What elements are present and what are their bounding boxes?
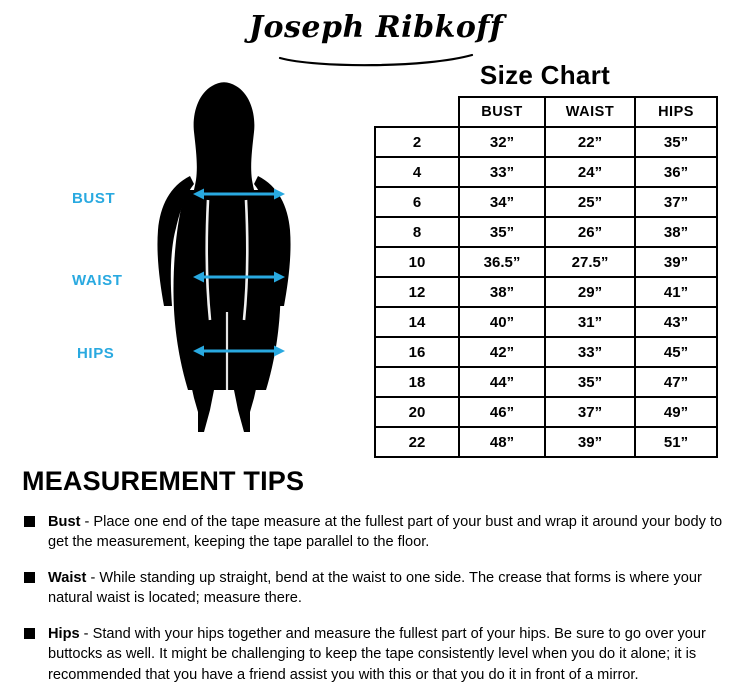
cell-bust: 46” bbox=[459, 397, 545, 427]
column-header-bust: BUST bbox=[459, 97, 545, 127]
cell-hips: 38” bbox=[635, 217, 717, 247]
label-bust: BUST bbox=[72, 190, 116, 207]
cell-bust: 38” bbox=[459, 277, 545, 307]
table-row bbox=[375, 217, 717, 247]
column-header-hips: HIPS bbox=[635, 97, 717, 127]
table-row bbox=[375, 187, 717, 217]
brand-name: Joseph Ribkoff bbox=[248, 10, 504, 45]
table-row bbox=[375, 307, 717, 337]
table-header-row bbox=[375, 97, 717, 127]
bust-arrow-icon bbox=[193, 187, 285, 201]
cell-size: 6 bbox=[375, 187, 459, 217]
cell-waist: 25” bbox=[545, 187, 635, 217]
hips-arrow-icon bbox=[193, 344, 285, 358]
cell-bust: 42” bbox=[459, 337, 545, 367]
tip-text: - While standing up straight, bend at the waist to one side. The crease that forms is where your natural waist is located; measure there. bbox=[48, 569, 702, 607]
cell-bust: 33” bbox=[459, 157, 545, 187]
waist-arrow-icon bbox=[193, 270, 285, 284]
cell-hips: 41” bbox=[635, 277, 717, 307]
cell-hips: 36” bbox=[635, 157, 717, 187]
cell-bust: 40” bbox=[459, 307, 545, 337]
cell-hips: 51” bbox=[635, 427, 717, 457]
table-row bbox=[375, 367, 717, 397]
cell-size: 10 bbox=[375, 247, 459, 277]
table-row bbox=[375, 427, 717, 457]
table-row bbox=[375, 337, 717, 367]
cell-size: 8 bbox=[375, 217, 459, 247]
cell-waist: 24” bbox=[545, 157, 635, 187]
cell-size: 18 bbox=[375, 367, 459, 397]
tip-text: - Place one end of the tape measure at the fullest part of your bust and wrap it around your body to get the measurement, keeping the tape parallel to the floor. bbox=[48, 513, 723, 551]
cell-bust: 32” bbox=[459, 127, 545, 157]
cell-waist: 33” bbox=[545, 337, 635, 367]
table-row bbox=[375, 397, 717, 427]
cell-hips: 35” bbox=[635, 127, 717, 157]
cell-size: 20 bbox=[375, 397, 459, 427]
brand-logo bbox=[0, 10, 752, 49]
tip-term: Waist bbox=[48, 569, 87, 586]
tip-bust bbox=[22, 512, 734, 553]
column-header-size bbox=[375, 97, 459, 127]
cell-waist: 29” bbox=[545, 277, 635, 307]
cell-bust: 34” bbox=[459, 187, 545, 217]
square-bullet-icon bbox=[24, 628, 35, 639]
cell-size: 14 bbox=[375, 307, 459, 337]
cell-bust: 44” bbox=[459, 367, 545, 397]
square-bullet-icon bbox=[24, 516, 35, 527]
cell-hips: 45” bbox=[635, 337, 717, 367]
label-waist: WAIST bbox=[72, 272, 123, 289]
cell-size: 4 bbox=[375, 157, 459, 187]
table-row bbox=[375, 277, 717, 307]
tip-term: Hips bbox=[48, 625, 80, 642]
cell-bust: 35” bbox=[459, 217, 545, 247]
measurement-tips-section bbox=[22, 466, 734, 696]
square-bullet-icon bbox=[24, 572, 35, 583]
cell-size: 12 bbox=[375, 277, 459, 307]
measurement-tips-title: MEASUREMENT TIPS bbox=[22, 466, 305, 496]
table-row bbox=[375, 127, 717, 157]
cell-size: 16 bbox=[375, 337, 459, 367]
tip-text: - Stand with your hips together and measure the fullest part of your hips. Be sure to go over your buttocks as well. It might be challenging to keep the tape consistently level when you do it alone; it is recommended that you have a friend assist you with this or that you do it in front of a mirror. bbox=[48, 625, 706, 684]
cell-waist: 31” bbox=[545, 307, 635, 337]
cell-size: 2 bbox=[375, 127, 459, 157]
cell-waist: 27.5” bbox=[545, 247, 635, 277]
cell-waist: 26” bbox=[545, 217, 635, 247]
label-hips: HIPS bbox=[77, 345, 115, 362]
cell-hips: 37” bbox=[635, 187, 717, 217]
tip-term: Bust bbox=[48, 513, 81, 530]
cell-hips: 47” bbox=[635, 367, 717, 397]
cell-size: 22 bbox=[375, 427, 459, 457]
table-row bbox=[375, 247, 717, 277]
size-chart-table bbox=[374, 96, 718, 458]
table-row bbox=[375, 157, 717, 187]
cell-waist: 37” bbox=[545, 397, 635, 427]
cell-waist: 22” bbox=[545, 127, 635, 157]
cell-hips: 39” bbox=[635, 247, 717, 277]
cell-waist: 39” bbox=[545, 427, 635, 457]
cell-waist: 35” bbox=[545, 367, 635, 397]
cell-hips: 43” bbox=[635, 307, 717, 337]
cell-bust: 48” bbox=[459, 427, 545, 457]
cell-bust: 36.5” bbox=[459, 247, 545, 277]
size-chart-title: Size Chart bbox=[479, 60, 611, 90]
cell-hips: 49” bbox=[635, 397, 717, 427]
tip-hips bbox=[22, 624, 734, 686]
column-header-waist: WAIST bbox=[545, 97, 635, 127]
tip-waist bbox=[22, 568, 734, 609]
